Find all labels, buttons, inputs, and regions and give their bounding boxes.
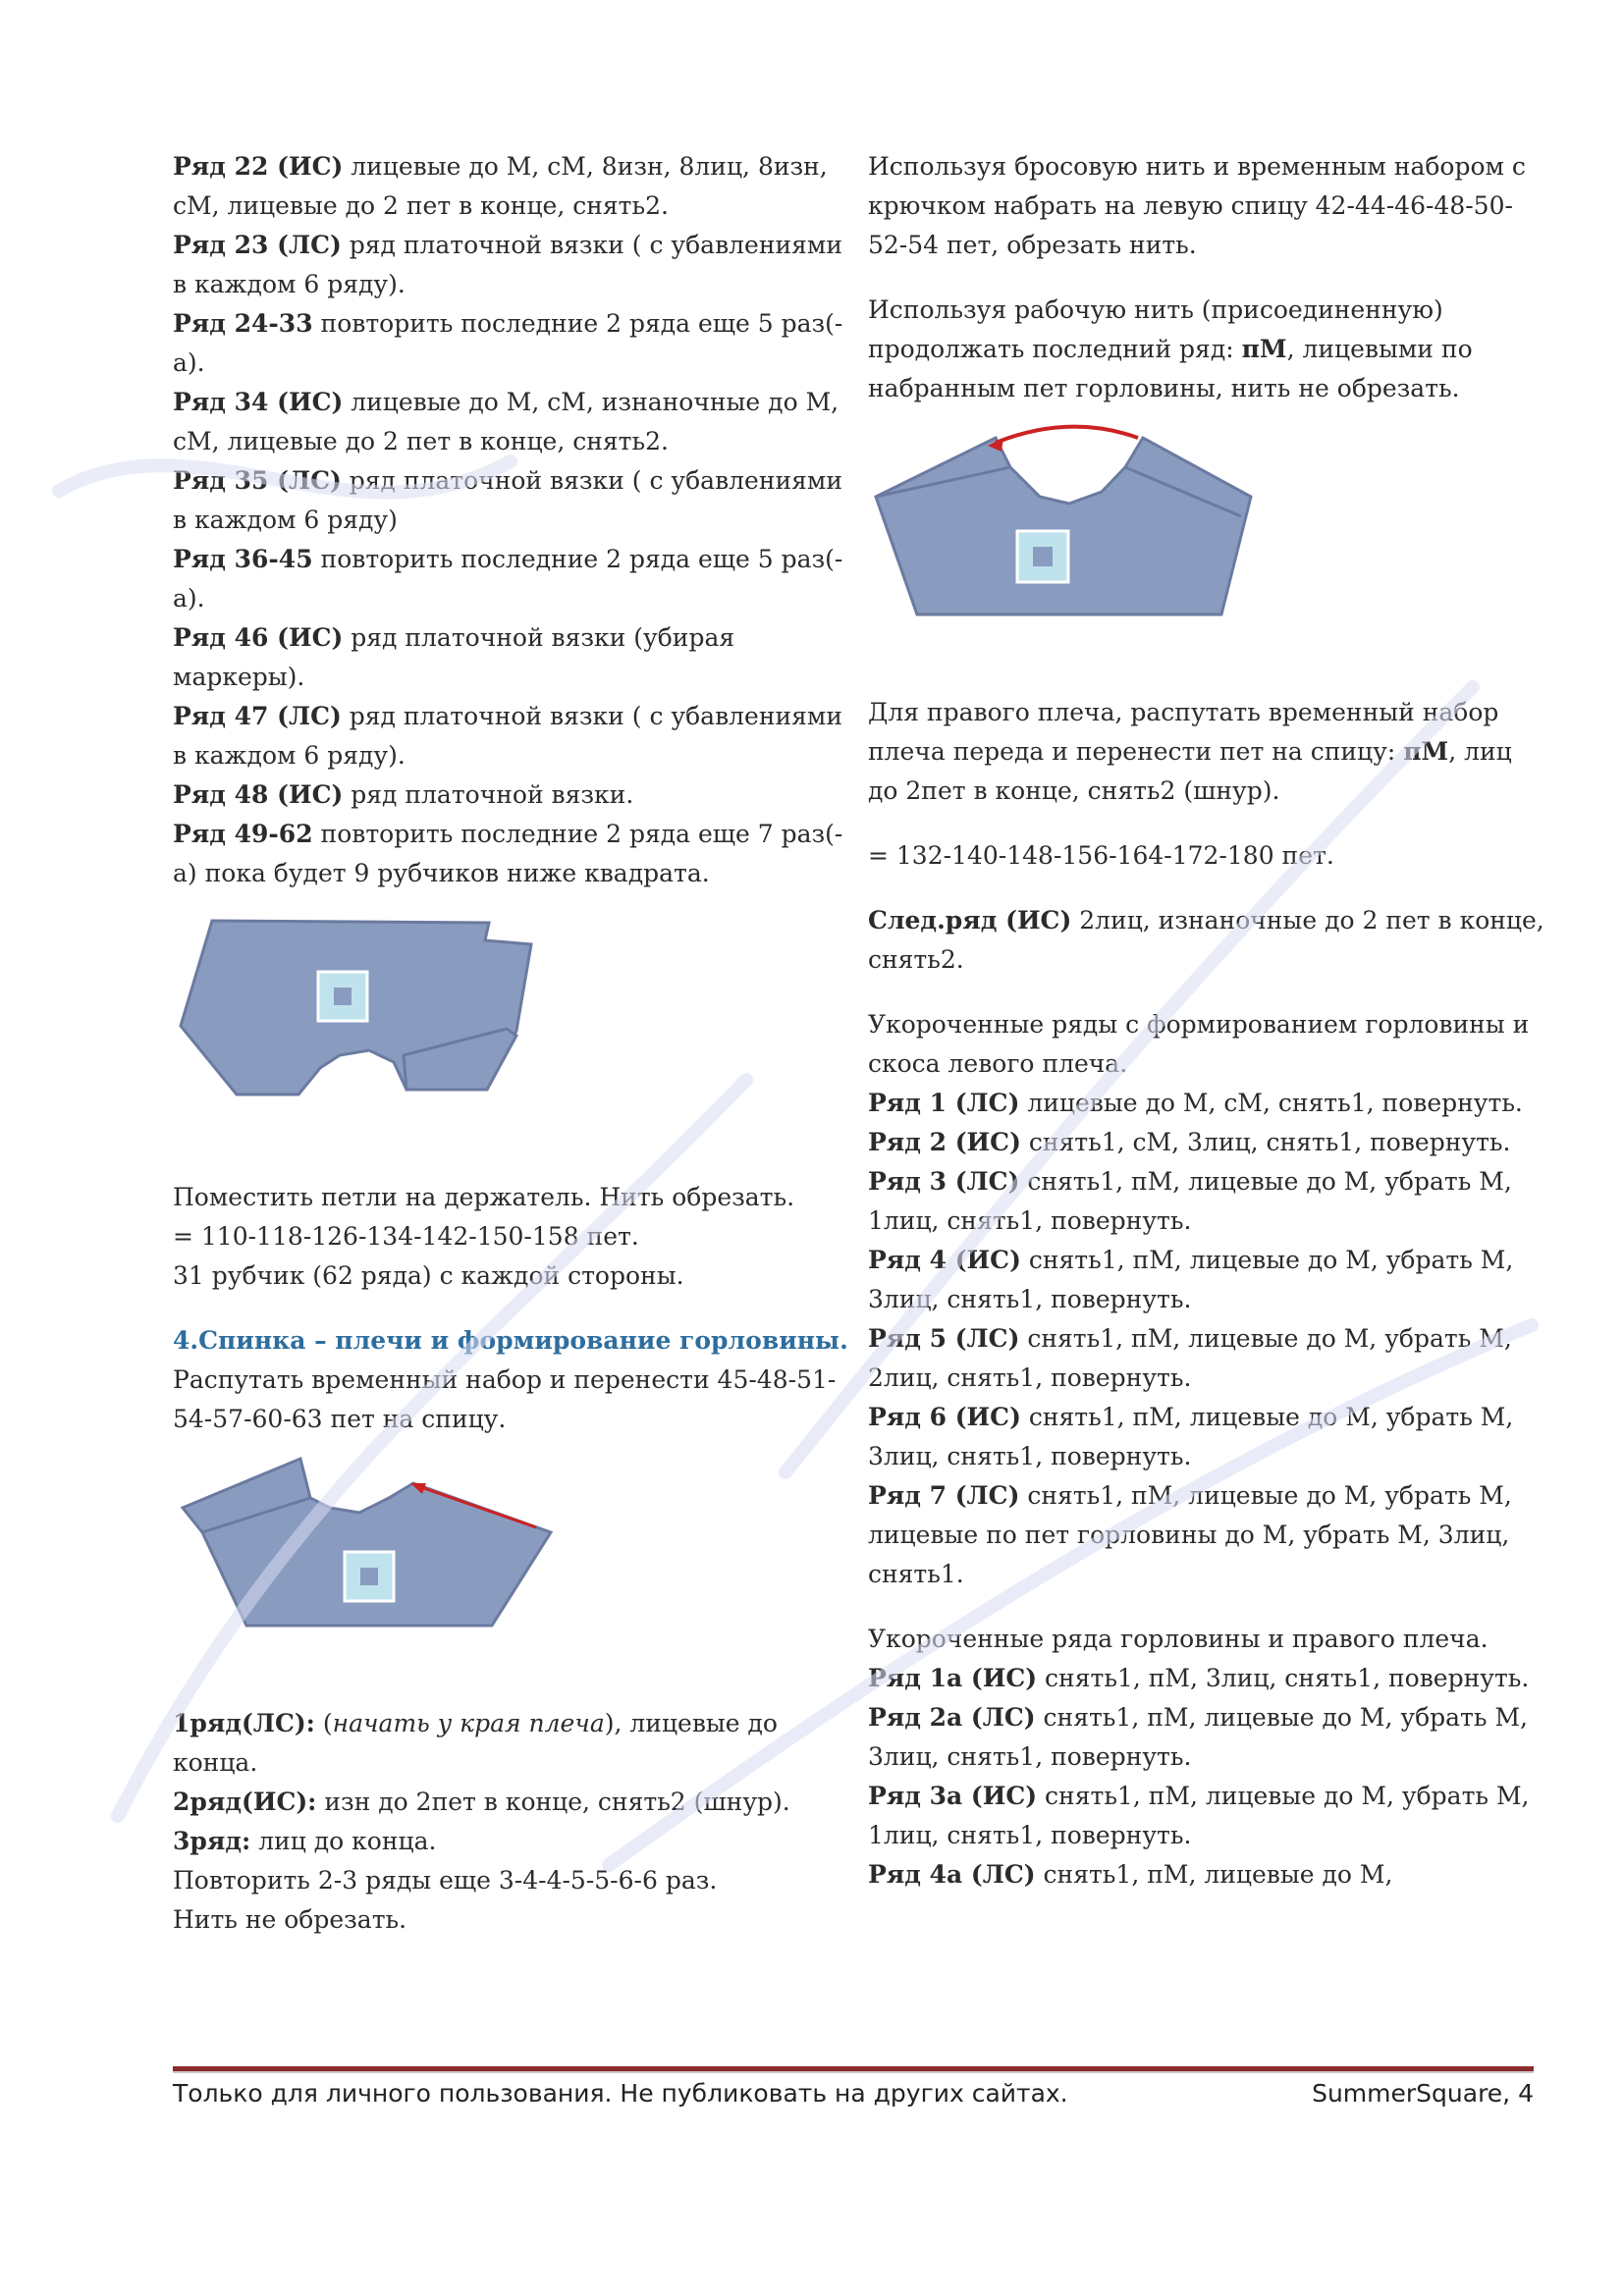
pattern-row: Ряд 46 (ИС) ряд платочной вязки (убирая маркеры). [173, 623, 735, 691]
pattern-row: Ряд 48 (ИС) ряд платочной вязки. [173, 780, 634, 809]
left-column [173, 147, 850, 1940]
short-row-2: Ряд 4а (ЛС) снять1, пМ, лицевые до М, [868, 1860, 1393, 1889]
short-row: Ряд 2 (ИС) снять1, сМ, 3лиц, снять1, повернуть. [868, 1128, 1511, 1156]
final-row: 2ряд(ИС): изн до 2пет в конце, снять2 (шнур). [173, 1788, 790, 1816]
short-row: Ряд 5 (ЛС) снять1, пМ, лицевые до М, убрать М, 2лиц, снять1, повернуть. [868, 1324, 1512, 1392]
final-row: 1ряд(ЛС): (начать у края плеча), лицевые до конца. [173, 1709, 778, 1777]
front-body-diagram [173, 893, 850, 1178]
square-motif-center [1033, 547, 1053, 566]
pattern-row: Ряд 49-62 повторить последние 2 ряда еще 7 раз(-а) пока будет 9 рубчиков ниже квадрата. [173, 820, 843, 887]
footer-rule [173, 2066, 1534, 2073]
intro-paragraph: Используя бросовую нить и временным набором с крючком набрать на левую спицу 42-44-46-48-50-52-54 пет, обрезать нить. [868, 152, 1526, 259]
pattern-row: Ряд 47 (ЛС) ряд платочной вязки ( с убавлениями в каждом 6 ряду). [173, 702, 843, 770]
square-motif-center [360, 1568, 378, 1585]
short-row-2: Ряд 2а (ЛС) снять1, пМ, лицевые до М, убрать М, 3лиц, снять1, повернуть. [868, 1703, 1528, 1771]
shoulder-paragraph: Для правого плеча, распутать временный набор плеча переда и перенести пет на спицу: пМ, лиц до 2пет в конце, снять2 (шнур). [868, 698, 1512, 805]
left-rows [173, 147, 850, 893]
section-heading: 4.Спинка – плечи и формирование горловины. [173, 1326, 848, 1355]
neckline-diagram [868, 408, 1545, 693]
short-row: Ряд 7 (ЛС) снять1, пМ, лицевые до М, убрать М, лицевые по пет горловины до М, убрать М, 3лиц, снять1. [868, 1481, 1512, 1588]
pattern-row: Ряд 34 (ИС) лицевые до М, сМ, изнаночные до М, сМ, лицевые до 2 пет в конце, снять2. [173, 388, 839, 455]
stitch-total: = 132-140-148-156-164-172-180 пет. [868, 841, 1334, 870]
closing-line: Нить не обрезать. [173, 1905, 407, 1934]
after-diagram-line: 31 рубчик (62 ряда) с каждой стороны. [173, 1261, 684, 1290]
short-row: Ряд 3 (ЛС) снять1, пМ, лицевые до М, убрать М, 1лиц, снять1, повернуть. [868, 1167, 1512, 1235]
short-row: Ряд 4 (ИС) снять1, пМ, лицевые до М, убрать М, 3лиц, снять1, повернуть. [868, 1246, 1514, 1313]
pattern-row: Ряд 24-33 повторить последние 2 ряда еще 5 раз(-а). [173, 309, 843, 377]
after-diagram-line: Поместить петли на держатель. Нить обрезать. [173, 1183, 795, 1211]
closing-line: Повторить 2-3 ряды еще 3-4-4-5-5-6-6 раз. [173, 1866, 718, 1895]
next-row: След.ряд (ИС) 2лиц, изнаночные до 2 пет в конце, снять2. [868, 906, 1544, 974]
after-diagram-line: = 110-118-126-134-142-150-158 пет. [173, 1222, 639, 1251]
red-arc-arrow [996, 427, 1138, 443]
intro-paragraph: Используя рабочую нить (присоединенную) продолжать последний ряд: пМ, лицевыми по набранным пет горловины, нить не обрезать. [868, 295, 1473, 402]
short-row: Ряд 1 (ЛС) лицевые до М, сМ, снять1, повернуть. [868, 1089, 1523, 1117]
short-rows-2-heading: Укороченные ряда горловины и правого плеча. [868, 1625, 1489, 1653]
short-row-2: Ряд 1а (ИС) снять1, пМ, 3лиц, снять1, повернуть. [868, 1664, 1530, 1692]
short-rows-heading: Укороченные ряды с формированием горловины и скоса левого плеча. [868, 1010, 1530, 1078]
footer-page-label: SummerSquare, 4 [1312, 2079, 1534, 2108]
back-shoulders-diagram [173, 1439, 850, 1704]
pattern-row: Ряд 36-45 повторить последние 2 ряда еще 5 раз(-а). [173, 545, 843, 613]
right-column [868, 147, 1545, 1895]
footer-notice: Только для личного пользования. Не публиковать на других сайтах. [173, 2079, 1068, 2108]
square-motif-center [334, 988, 352, 1005]
neckline-body-shape [876, 438, 1251, 614]
pattern-row: Ряд 35 (ЛС) ряд платочной вязки ( с убавлениями в каждом 6 ряду) [173, 466, 843, 534]
section-text: Распутать временный набор и перенести 45-48-51-54-57-60-63 пет на спицу. [173, 1365, 837, 1433]
pattern-row: Ряд 22 (ИС) лицевые до М, сМ, 8изн, 8лиц, 8изн, сМ, лицевые до 2 пет в конце, снять2. [173, 152, 828, 220]
short-row: Ряд 6 (ИС) снять1, пМ, лицевые до М, убрать М, 3лиц, снять1, повернуть. [868, 1403, 1514, 1470]
short-row-2: Ряд 3а (ИС) снять1, пМ, лицевые до М, убрать М, 1лиц, снять1, повернуть. [868, 1782, 1530, 1849]
pattern-row: Ряд 23 (ЛС) ряд платочной вязки ( с убавлениями в каждом 6 ряду). [173, 231, 843, 298]
final-row: 3ряд: лиц до конца. [173, 1827, 437, 1855]
